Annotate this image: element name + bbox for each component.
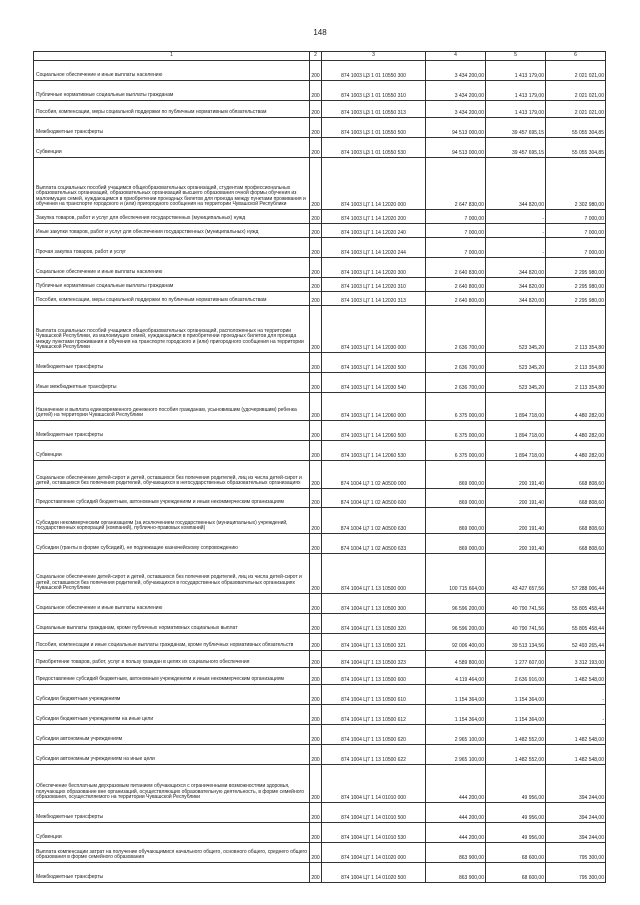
- row-line-code-cell: 200: [310, 594, 322, 614]
- row-classification-code-cell: 874 1004 Ц7 1 13 10500 620: [322, 725, 426, 745]
- row-name-cell: Межбюджетные трансферты: [34, 421, 310, 441]
- row-executed-amount-cell: 40 790 741,56: [486, 594, 546, 614]
- row-name-cell: Субвенции: [34, 441, 310, 461]
- table-row: [34, 614, 606, 634]
- row-line-code-cell: 200: [310, 651, 322, 668]
- row-name-cell: Субсидии бюджетным учреждениям на иные цели: [34, 705, 310, 725]
- row-name-cell: Социальное обеспечение и иные выплаты населению: [34, 61, 310, 81]
- row-executed-amount-cell: -: [486, 210, 546, 224]
- table-row: [34, 508, 606, 534]
- row-name-cell: Публичные нормативные социальные выплаты гражданам: [34, 278, 310, 292]
- row-executed-amount-cell: 523 345,20: [486, 353, 546, 373]
- row-unexecuted-amount-cell: 2 113 354,80: [546, 373, 606, 393]
- row-name-cell: Пособия, компенсации, меры социальной поддержки по публичным нормативным обязательствам: [34, 101, 310, 118]
- row-approved-amount-cell: 4 119 464,00: [426, 668, 486, 685]
- row-line-code-cell: 200: [310, 823, 322, 843]
- row-unexecuted-amount-cell: 2 021 021,00: [546, 61, 606, 81]
- table-row: [34, 594, 606, 614]
- table-row: [34, 210, 606, 224]
- row-executed-amount-cell: 1 413 179,00: [486, 61, 546, 81]
- row-name-cell: Назначение и выплата единовременного денежного пособия гражданам, усыновившим (удочерившим) ребенка (детей) на территории Чувашской Республики: [34, 393, 310, 421]
- table-row: [34, 306, 606, 353]
- row-executed-amount-cell: 1 154 364,00: [486, 685, 546, 705]
- row-name-cell: Иные межбюджетные трансферты: [34, 373, 310, 393]
- table-row: [34, 278, 606, 292]
- row-line-code-cell: 200: [310, 353, 322, 373]
- row-classification-code-cell: 874 1003 Ц3 1 01 10550 530: [322, 138, 426, 158]
- row-approved-amount-cell: 2 965 100,00: [426, 745, 486, 765]
- row-executed-amount-cell: 49 956,00: [486, 823, 546, 843]
- column-number-4: 4: [426, 52, 486, 61]
- row-executed-amount-cell: 39 513 134,56: [486, 634, 546, 651]
- row-classification-code-cell: 874 1004 Ц7 1 02 А0500 630: [322, 508, 426, 534]
- row-approved-amount-cell: 869 000,00: [426, 461, 486, 489]
- row-approved-amount-cell: 4 589 800,00: [426, 651, 486, 668]
- row-name-cell: Межбюджетные трансферты: [34, 863, 310, 883]
- row-approved-amount-cell: 7 000,00: [426, 224, 486, 238]
- table-row: [34, 554, 606, 594]
- row-line-code-cell: 200: [310, 210, 322, 224]
- row-name-cell: Межбюджетные трансферты: [34, 803, 310, 823]
- row-name-cell: Иные закупки товаров, работ и услуг для обеспечения государственных (муниципальных) нужд: [34, 224, 310, 238]
- row-classification-code-cell: 874 1003 Ц7 1 14 12020 244: [322, 238, 426, 258]
- row-approved-amount-cell: 3 434 200,00: [426, 101, 486, 118]
- row-executed-amount-cell: 1 413 179,00: [486, 101, 546, 118]
- row-approved-amount-cell: 3 434 200,00: [426, 61, 486, 81]
- row-executed-amount-cell: 200 191,40: [486, 461, 546, 489]
- row-classification-code-cell: 874 1004 Ц7 1 13 10500 000: [322, 554, 426, 594]
- row-unexecuted-amount-cell: 1 482 548,00: [546, 745, 606, 765]
- column-number-6: 6: [546, 52, 606, 61]
- row-unexecuted-amount-cell: 2 302 980,00: [546, 158, 606, 210]
- row-line-code-cell: 200: [310, 765, 322, 803]
- row-line-code-cell: 200: [310, 138, 322, 158]
- row-approved-amount-cell: 2 640 800,00: [426, 292, 486, 306]
- row-unexecuted-amount-cell: 668 808,60: [546, 461, 606, 489]
- row-approved-amount-cell: 444 200,00: [426, 803, 486, 823]
- row-classification-code-cell: 874 1003 Ц3 1 01 10550 310: [322, 81, 426, 101]
- row-line-code-cell: 200: [310, 803, 322, 823]
- table-row: [34, 138, 606, 158]
- row-unexecuted-amount-cell: 668 808,60: [546, 489, 606, 508]
- row-classification-code-cell: 874 1003 Ц7 1 14 12030 540: [322, 373, 426, 393]
- row-executed-amount-cell: 68 600,00: [486, 863, 546, 883]
- row-name-cell: Социальное обеспечение и иные выплаты населению: [34, 258, 310, 278]
- column-number-5: 5: [486, 52, 546, 61]
- row-line-code-cell: 200: [310, 668, 322, 685]
- row-line-code-cell: 200: [310, 373, 322, 393]
- table-row: [34, 705, 606, 725]
- row-name-cell: Субсидии автономным учреждениям на иные цели: [34, 745, 310, 765]
- table-row: [34, 353, 606, 373]
- row-classification-code-cell: 874 1004 Ц7 1 13 10500 600: [322, 668, 426, 685]
- row-line-code-cell: 200: [310, 61, 322, 81]
- row-line-code-cell: 200: [310, 306, 322, 353]
- row-unexecuted-amount-cell: 7 000,00: [546, 224, 606, 238]
- table-header-row: [34, 52, 606, 61]
- row-classification-code-cell: 874 1004 Ц7 1 13 10500 320: [322, 614, 426, 634]
- table-row: [34, 745, 606, 765]
- row-executed-amount-cell: 344 820,00: [486, 258, 546, 278]
- row-line-code-cell: 200: [310, 278, 322, 292]
- row-name-cell: Предоставление субсидий бюджетным, автономным учреждениям и иным некоммерческим организациям: [34, 489, 310, 508]
- row-unexecuted-amount-cell: 394 244,00: [546, 803, 606, 823]
- row-name-cell: Социальное обеспечение и иные выплаты населению: [34, 594, 310, 614]
- table-row: [34, 118, 606, 138]
- table-row: [34, 101, 606, 118]
- row-executed-amount-cell: 49 956,00: [486, 803, 546, 823]
- table-row: [34, 725, 606, 745]
- row-unexecuted-amount-cell: -: [546, 705, 606, 725]
- row-unexecuted-amount-cell: 795 300,00: [546, 843, 606, 863]
- row-classification-code-cell: 874 1004 Ц7 1 14 01010 530: [322, 823, 426, 843]
- row-approved-amount-cell: 2 636 700,00: [426, 353, 486, 373]
- row-approved-amount-cell: 92 006 400,00: [426, 634, 486, 651]
- row-classification-code-cell: 874 1004 Ц7 1 14 01020 500: [322, 863, 426, 883]
- row-classification-code-cell: 874 1004 Ц7 1 13 10500 610: [322, 685, 426, 705]
- row-classification-code-cell: 874 1003 Ц7 1 14 12020 310: [322, 278, 426, 292]
- row-executed-amount-cell: 200 191,40: [486, 489, 546, 508]
- row-name-cell: Социальное обеспечение детей-сирот и детей, оставшихся без попечения родителей, лиц из числа детей-сирот и детей, оставшихся без попечения родителей, обучающихся в негосударственных образовательных организациях: [34, 461, 310, 489]
- row-name-cell: Прочая закупка товаров, работ и услуг: [34, 238, 310, 258]
- row-classification-code-cell: 874 1003 Ц7 1 14 12030 500: [322, 353, 426, 373]
- row-name-cell: Субвенции: [34, 823, 310, 843]
- row-executed-amount-cell: 344 820,00: [486, 278, 546, 292]
- row-name-cell: Межбюджетные трансферты: [34, 118, 310, 138]
- row-line-code-cell: 200: [310, 508, 322, 534]
- row-line-code-cell: 200: [310, 292, 322, 306]
- row-approved-amount-cell: 869 000,00: [426, 534, 486, 554]
- row-classification-code-cell: 874 1004 Ц7 1 14 01020 000: [322, 843, 426, 863]
- row-approved-amount-cell: 6 375 000,00: [426, 441, 486, 461]
- row-approved-amount-cell: 6 375 000,00: [426, 421, 486, 441]
- row-line-code-cell: 200: [310, 705, 322, 725]
- row-approved-amount-cell: 96 596 200,00: [426, 614, 486, 634]
- row-approved-amount-cell: 863 900,00: [426, 843, 486, 863]
- row-unexecuted-amount-cell: 2 021 021,00: [546, 81, 606, 101]
- row-classification-code-cell: 874 1003 Ц7 1 14 12020 240: [322, 224, 426, 238]
- row-executed-amount-cell: 1 277 607,00: [486, 651, 546, 668]
- table-row: [34, 863, 606, 883]
- row-unexecuted-amount-cell: 55 055 304,85: [546, 138, 606, 158]
- row-line-code-cell: 200: [310, 863, 322, 883]
- row-name-cell: Субсидии бюджетным учреждениям: [34, 685, 310, 705]
- row-unexecuted-amount-cell: 55 055 304,85: [546, 118, 606, 138]
- row-unexecuted-amount-cell: 795 300,00: [546, 863, 606, 883]
- row-unexecuted-amount-cell: 3 312 193,00: [546, 651, 606, 668]
- row-unexecuted-amount-cell: 2 113 354,80: [546, 306, 606, 353]
- table-row: [34, 823, 606, 843]
- row-line-code-cell: 200: [310, 614, 322, 634]
- row-unexecuted-amount-cell: 52 493 265,44: [546, 634, 606, 651]
- row-executed-amount-cell: 2 636 916,00: [486, 668, 546, 685]
- row-classification-code-cell: 874 1004 Ц7 1 02 А0500 633: [322, 534, 426, 554]
- table-row: [34, 685, 606, 705]
- row-name-cell: Субсидии (гранты в форме субсидий), не подлежащие казначейскому сопровождению: [34, 534, 310, 554]
- row-executed-amount-cell: 39 457 695,15: [486, 138, 546, 158]
- row-unexecuted-amount-cell: -: [546, 685, 606, 705]
- table-row: [34, 258, 606, 278]
- table-row: [34, 441, 606, 461]
- row-line-code-cell: 200: [310, 238, 322, 258]
- row-classification-code-cell: 874 1003 Ц7 1 14 12060 530: [322, 441, 426, 461]
- table-row: [34, 489, 606, 508]
- row-line-code-cell: 200: [310, 745, 322, 765]
- row-classification-code-cell: 874 1004 Ц7 1 13 10500 622: [322, 745, 426, 765]
- row-name-cell: Пособия, компенсации, меры социальной поддержки по публичным нормативным обязательствам: [34, 292, 310, 306]
- table-row: [34, 238, 606, 258]
- table-row: [34, 461, 606, 489]
- row-executed-amount-cell: 344 820,00: [486, 292, 546, 306]
- row-executed-amount-cell: 1 413 179,00: [486, 81, 546, 101]
- row-approved-amount-cell: 2 647 830,00: [426, 158, 486, 210]
- row-unexecuted-amount-cell: 1 482 548,00: [546, 668, 606, 685]
- row-line-code-cell: 200: [310, 258, 322, 278]
- row-approved-amount-cell: 2 965 100,00: [426, 725, 486, 745]
- row-approved-amount-cell: 1 154 364,00: [426, 705, 486, 725]
- row-line-code-cell: 200: [310, 101, 322, 118]
- row-line-code-cell: 200: [310, 554, 322, 594]
- row-executed-amount-cell: 523 345,20: [486, 306, 546, 353]
- row-name-cell: Обеспечение бесплатным двухразовым питанием обучающихся с ограниченными возможностями здоровья, получающих образование вне организаций, осуществляющих образовательную деятельность, в форме семейного образования, осуществляемого на территории Чувашской Республики: [34, 765, 310, 803]
- row-unexecuted-amount-cell: 394 244,00: [546, 765, 606, 803]
- row-executed-amount-cell: -: [486, 224, 546, 238]
- row-line-code-cell: 200: [310, 224, 322, 238]
- table-row: [34, 393, 606, 421]
- row-classification-code-cell: 874 1004 Ц7 1 13 10500 323: [322, 651, 426, 668]
- row-line-code-cell: 200: [310, 393, 322, 421]
- row-approved-amount-cell: 3 434 200,00: [426, 81, 486, 101]
- row-name-cell: Субсидии некоммерческим организациям (за исключением государственных (муниципальных) учреждений, государственных корпораций (компаний), публично-правовых компаний): [34, 508, 310, 534]
- row-approved-amount-cell: 2 636 700,00: [426, 306, 486, 353]
- row-unexecuted-amount-cell: 2 295 980,00: [546, 278, 606, 292]
- table-row: [34, 668, 606, 685]
- row-approved-amount-cell: 7 000,00: [426, 238, 486, 258]
- row-name-cell: Социальное обеспечение детей-сирот и детей, оставшихся без попечения родителей, лиц из числа детей-сирот и детей, оставшихся без попечения родителей, обучающихся в государственных образовательных организациях Чувашской Республики: [34, 554, 310, 594]
- row-unexecuted-amount-cell: 55 805 458,44: [546, 614, 606, 634]
- row-executed-amount-cell: 1 894 718,00: [486, 421, 546, 441]
- row-classification-code-cell: 874 1004 Ц7 1 13 10500 612: [322, 705, 426, 725]
- row-executed-amount-cell: 1 482 552,00: [486, 725, 546, 745]
- row-line-code-cell: 200: [310, 118, 322, 138]
- row-classification-code-cell: 874 1003 Ц3 1 01 10550 300: [322, 61, 426, 81]
- row-executed-amount-cell: 1 482 552,00: [486, 745, 546, 765]
- row-executed-amount-cell: 523 345,20: [486, 373, 546, 393]
- row-line-code-cell: 200: [310, 685, 322, 705]
- row-executed-amount-cell: 1 894 718,00: [486, 393, 546, 421]
- row-executed-amount-cell: 1 894 718,00: [486, 441, 546, 461]
- row-classification-code-cell: 874 1004 Ц7 1 14 01010 000: [322, 765, 426, 803]
- row-unexecuted-amount-cell: 57 288 006,44: [546, 554, 606, 594]
- row-executed-amount-cell: -: [486, 238, 546, 258]
- row-line-code-cell: 200: [310, 441, 322, 461]
- row-unexecuted-amount-cell: 394 244,00: [546, 823, 606, 843]
- row-classification-code-cell: 874 1003 Ц3 1 01 10550 500: [322, 118, 426, 138]
- row-approved-amount-cell: 100 715 664,00: [426, 554, 486, 594]
- table-row: [34, 534, 606, 554]
- row-approved-amount-cell: 2 640 800,00: [426, 278, 486, 292]
- page-number: 148: [313, 28, 327, 37]
- row-executed-amount-cell: 39 457 695,15: [486, 118, 546, 138]
- row-classification-code-cell: 874 1004 Ц7 1 14 01010 500: [322, 803, 426, 823]
- row-approved-amount-cell: 94 513 000,00: [426, 138, 486, 158]
- row-unexecuted-amount-cell: 2 295 980,00: [546, 258, 606, 278]
- row-name-cell: Закупка товаров, работ и услуг для обеспечения государственных (муниципальных) нужд: [34, 210, 310, 224]
- table-row: [34, 765, 606, 803]
- row-executed-amount-cell: 49 956,00: [486, 765, 546, 803]
- row-executed-amount-cell: 344 820,00: [486, 158, 546, 210]
- row-approved-amount-cell: 7 000,00: [426, 210, 486, 224]
- row-executed-amount-cell: 43 427 657,56: [486, 554, 546, 594]
- row-unexecuted-amount-cell: 1 482 548,00: [546, 725, 606, 745]
- row-executed-amount-cell: 200 191,40: [486, 508, 546, 534]
- row-unexecuted-amount-cell: 668 808,60: [546, 508, 606, 534]
- row-approved-amount-cell: 2 640 830,00: [426, 258, 486, 278]
- column-number-2: 2: [310, 52, 322, 61]
- row-classification-code-cell: 874 1004 Ц7 1 02 А0500 000: [322, 461, 426, 489]
- row-approved-amount-cell: 869 000,00: [426, 508, 486, 534]
- table-row: [34, 292, 606, 306]
- budget-execution-table: [33, 51, 606, 883]
- row-unexecuted-amount-cell: 4 480 282,00: [546, 393, 606, 421]
- row-line-code-cell: 200: [310, 634, 322, 651]
- row-line-code-cell: 200: [310, 158, 322, 210]
- row-line-code-cell: 200: [310, 489, 322, 508]
- row-executed-amount-cell: 200 191,40: [486, 534, 546, 554]
- row-unexecuted-amount-cell: 7 000,00: [546, 210, 606, 224]
- row-approved-amount-cell: 6 375 000,00: [426, 393, 486, 421]
- column-number-1: 1: [34, 52, 310, 61]
- row-unexecuted-amount-cell: 4 480 282,00: [546, 421, 606, 441]
- row-name-cell: Выплата социальных пособий учащимся общеобразовательных организаций, расположенных на территории Чувашской Республики, из малоимущих семей, нуждающимся в приобретении проездных билетов для проезда между пунктами проживания и обучения на транспорте городского и (или) пригородного сообщения на территории Чувашской Республики: [34, 306, 310, 353]
- table-row: [34, 843, 606, 863]
- row-executed-amount-cell: 68 600,00: [486, 843, 546, 863]
- row-classification-code-cell: 874 1003 Ц7 1 14 12020 313: [322, 292, 426, 306]
- table-row: [34, 61, 606, 81]
- row-name-cell: Публичные нормативные социальные выплаты гражданам: [34, 81, 310, 101]
- row-classification-code-cell: 874 1003 Ц7 1 14 12060 000: [322, 393, 426, 421]
- row-name-cell: Субсидии автономным учреждениям: [34, 725, 310, 745]
- row-line-code-cell: 200: [310, 725, 322, 745]
- row-approved-amount-cell: 444 200,00: [426, 823, 486, 843]
- table-row: [34, 421, 606, 441]
- row-classification-code-cell: 874 1003 Ц7 1 14 12030 000: [322, 306, 426, 353]
- row-name-cell: Социальные выплаты гражданам, кроме публичных нормативных социальных выплат: [34, 614, 310, 634]
- row-unexecuted-amount-cell: 4 480 282,00: [546, 441, 606, 461]
- row-approved-amount-cell: 444 200,00: [426, 765, 486, 803]
- row-unexecuted-amount-cell: 668 808,60: [546, 534, 606, 554]
- row-line-code-cell: 200: [310, 421, 322, 441]
- row-executed-amount-cell: 1 154 364,00: [486, 705, 546, 725]
- row-classification-code-cell: 874 1003 Ц7 1 14 12060 500: [322, 421, 426, 441]
- table-row: [34, 803, 606, 823]
- row-approved-amount-cell: 2 636 700,00: [426, 373, 486, 393]
- row-approved-amount-cell: 1 154 364,00: [426, 685, 486, 705]
- row-classification-code-cell: 874 1004 Ц7 1 02 А0500 600: [322, 489, 426, 508]
- row-unexecuted-amount-cell: 2 295 980,00: [546, 292, 606, 306]
- row-name-cell: Выплата социальных пособий учащимся общеобразовательных организаций, студентам профессиональных образовательных организаций, образовательных организаций высшего образования очной формы обучения из малоимущих семей, нуждающимся в приобретении проездных билетов для проезда между пунктами проживания и обучения на транспорте городского и (или) пригородного сообщения на территории Чувашской Республики: [34, 158, 310, 210]
- table-row: [34, 373, 606, 393]
- row-line-code-cell: 200: [310, 534, 322, 554]
- row-classification-code-cell: 874 1003 Ц3 1 01 10550 313: [322, 101, 426, 118]
- row-approved-amount-cell: 94 513 000,00: [426, 118, 486, 138]
- row-name-cell: Пособия, компенсации и иные социальные выплаты гражданам, кроме публичных нормативных обязательств: [34, 634, 310, 651]
- table-row: [34, 634, 606, 651]
- table-row: [34, 224, 606, 238]
- row-classification-code-cell: 874 1003 Ц7 1 14 12020 200: [322, 210, 426, 224]
- table-row: [34, 158, 606, 210]
- row-approved-amount-cell: 96 596 200,00: [426, 594, 486, 614]
- row-classification-code-cell: 874 1003 Ц7 1 14 12020 300: [322, 258, 426, 278]
- row-line-code-cell: 200: [310, 843, 322, 863]
- row-approved-amount-cell: 869 000,00: [426, 489, 486, 508]
- row-name-cell: Межбюджетные трансферты: [34, 353, 310, 373]
- row-name-cell: Субвенции: [34, 138, 310, 158]
- row-name-cell: Выплата компенсации затрат на получение обучающимися начального общего, основного общего, среднего общего образования в форме семейного образования: [34, 843, 310, 863]
- row-executed-amount-cell: 40 790 741,56: [486, 614, 546, 634]
- table-row: [34, 651, 606, 668]
- row-name-cell: Приобретение товаров, работ, услуг в пользу граждан в целях их социального обеспечения: [34, 651, 310, 668]
- row-classification-code-cell: 874 1004 Ц7 1 13 10500 321: [322, 634, 426, 651]
- table-row: [34, 81, 606, 101]
- row-line-code-cell: 200: [310, 461, 322, 489]
- row-approved-amount-cell: 863 900,00: [426, 863, 486, 883]
- row-unexecuted-amount-cell: 7 000,00: [546, 238, 606, 258]
- row-classification-code-cell: 874 1003 Ц7 1 14 12020 000: [322, 158, 426, 210]
- row-unexecuted-amount-cell: 2 113 354,80: [546, 353, 606, 373]
- row-line-code-cell: 200: [310, 81, 322, 101]
- row-name-cell: Предоставление субсидий бюджетным, автономным учреждениям и иным некоммерческим организациям: [34, 668, 310, 685]
- row-unexecuted-amount-cell: 2 021 021,00: [546, 101, 606, 118]
- column-number-3: 3: [322, 52, 426, 61]
- row-classification-code-cell: 874 1004 Ц7 1 13 10500 300: [322, 594, 426, 614]
- row-unexecuted-amount-cell: 55 805 458,44: [546, 594, 606, 614]
